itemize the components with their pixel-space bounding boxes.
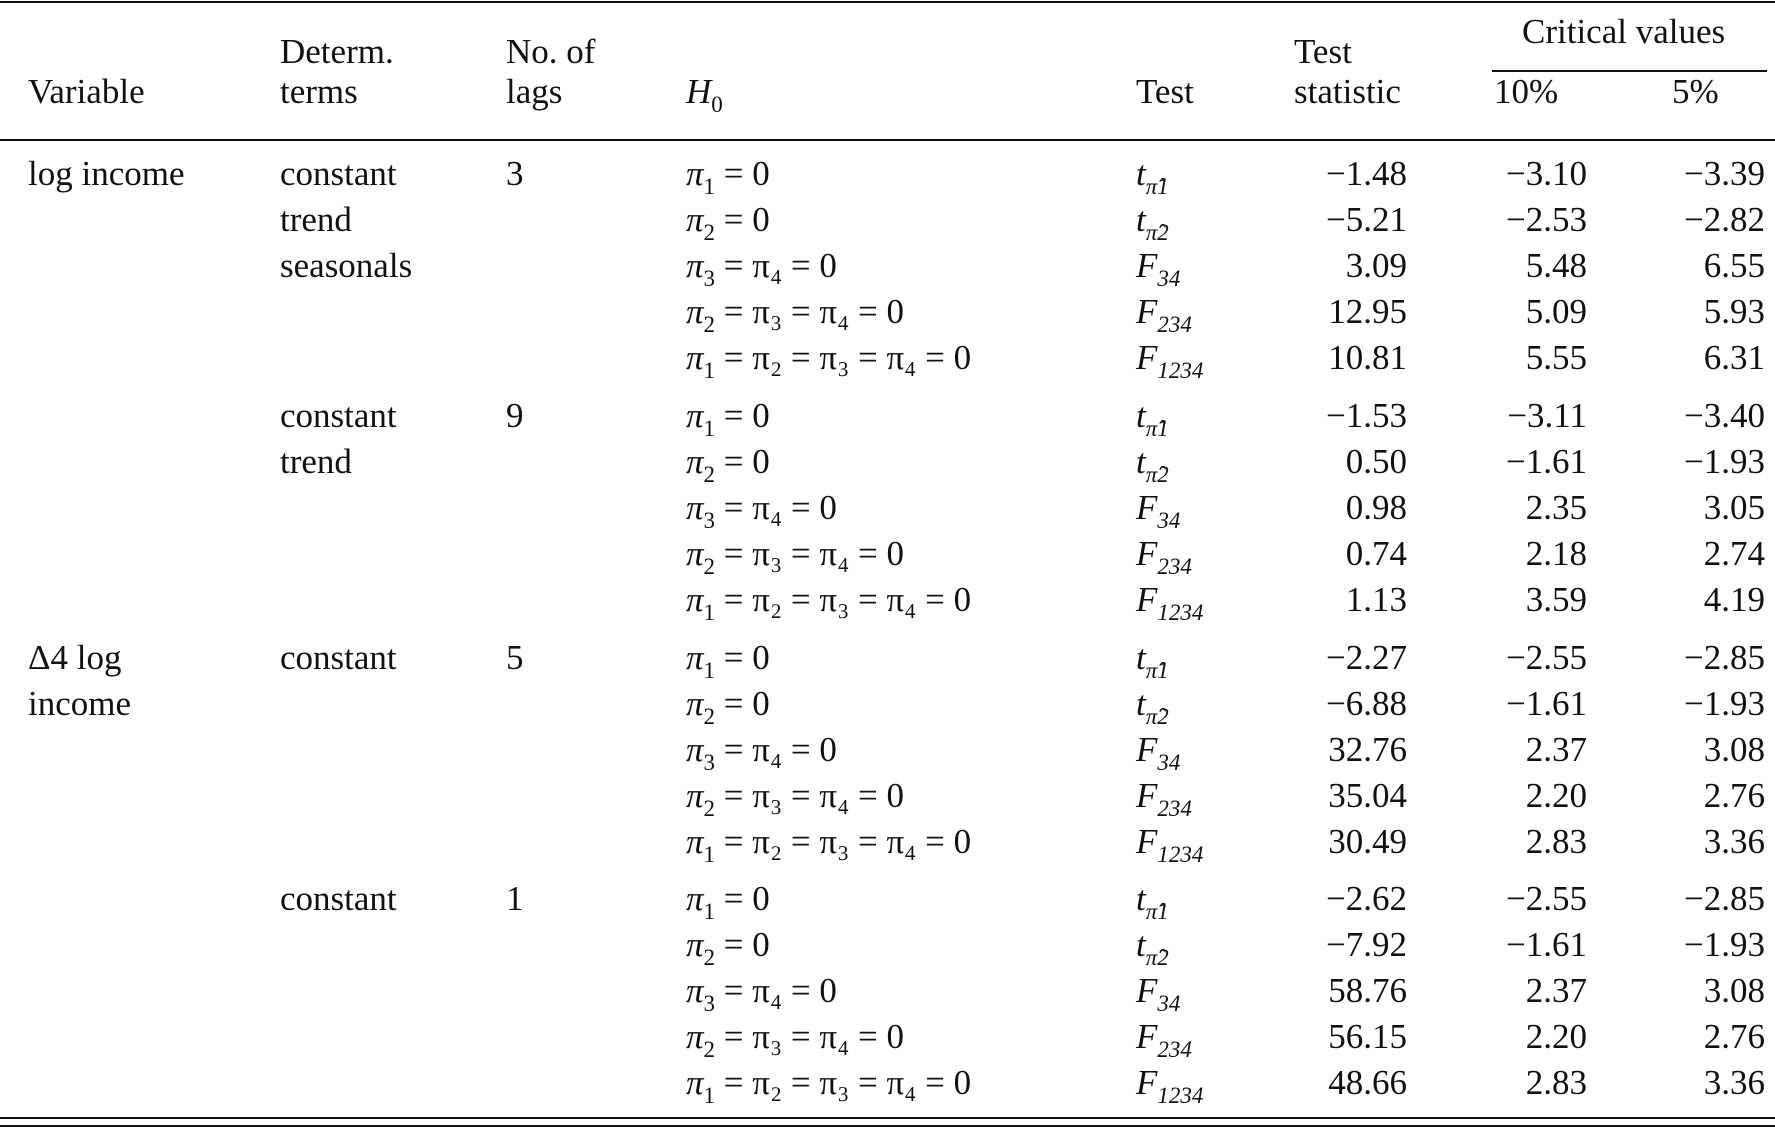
header-determ-line2: terms [280,72,358,111]
test-sub: 1234 [1157,600,1204,625]
hypothesis-pi: π [686,580,704,619]
test-symbol: t [1136,684,1146,723]
test-symbol: F [1136,338,1158,377]
crit10-cell: 2.37 [1525,971,1587,1010]
stat-cell: 35.04 [1328,776,1407,815]
test-symbol: F [1136,580,1158,619]
crit5-cell: −2.85 [1684,638,1765,677]
test-symbol: t [1136,638,1146,677]
hypothesis-sub: 3 [703,266,716,291]
hypothesis-pi: π [686,1063,704,1102]
hypothesis-pi: π [686,292,704,331]
hypothesis-sub: 2 [703,220,716,245]
crit5-cell: 2.76 [1703,1017,1765,1056]
crit5-cell: −1.93 [1684,684,1765,723]
hypothesis-sub: 2 [703,796,716,821]
crit10-cell: 2.20 [1525,1017,1587,1056]
stat-cell: −1.48 [1326,154,1407,193]
hypothesis-pi: π [686,1017,704,1056]
hypothesis-cell [686,338,971,391]
variable-cell: income [28,684,132,723]
stat-cell: 56.15 [1328,1017,1407,1056]
hypothesis-pi: π [686,730,704,769]
stat-cell: 1.13 [1345,580,1407,619]
variable-cell: log income [28,154,185,193]
hypothesis-cell [686,580,971,633]
lags-cell: 3 [506,154,524,193]
lags-cell: 5 [506,638,524,677]
hypothesis-rest: = π₂ = π₃ = π₄ = 0 [715,580,972,619]
header-stat-line2: statistic [1294,72,1401,111]
lags-cell: 9 [506,396,524,435]
test-sub: 1234 [1157,1083,1204,1108]
stat-cell: 12.95 [1328,292,1407,331]
hypothesis-pi: π [686,246,704,285]
header-h0-main: H [686,72,712,111]
hypothesis-pi: π [686,488,704,527]
hypothesis-rest: = π₃ = π₄ = 0 [715,776,905,815]
crit5-cell: 6.31 [1703,338,1765,377]
header-variable: Variable [28,72,145,111]
crit10-cell: −2.55 [1506,638,1587,677]
test-symbol: F [1136,292,1158,331]
crit5-cell: 3.36 [1703,822,1765,861]
hypothesis-rest: = 0 [715,396,770,435]
stat-cell: −2.62 [1326,879,1407,918]
stat-cell: −6.88 [1326,684,1407,723]
test-symbol: t [1136,200,1146,239]
crit5-cell: −1.93 [1684,925,1765,964]
test-sub: 1234 [1157,358,1204,383]
test-symbol: F [1136,730,1158,769]
hypothesis-sub: 1 [703,358,716,383]
crit5-cell: 2.76 [1703,776,1765,815]
test-symbol: F [1136,246,1158,285]
stat-cell: 0.98 [1345,488,1407,527]
test-sub: 34 [1157,508,1181,533]
hypothesis-sub: 1 [703,842,716,867]
test-sub: 34 [1157,750,1181,775]
test-sub: 234 [1157,796,1192,821]
header-rule [0,139,1775,141]
crit10-cell: 5.09 [1525,292,1587,331]
determ-cell: seasonals [280,246,413,285]
test-sub: 34 [1157,266,1181,291]
test-sub: 1234 [1157,842,1204,867]
hypothesis-pi: π [686,338,704,377]
test-sub: 34 [1157,991,1181,1016]
hypothesis-sub: 3 [703,508,716,533]
stat-cell: 0.74 [1345,534,1407,573]
crit10-cell: −2.53 [1506,200,1587,239]
test-symbol: F [1136,776,1158,815]
hypothesis-rest: = π₃ = π₄ = 0 [715,1017,905,1056]
header-lags-line1: No. of [506,32,596,71]
stat-cell: 58.76 [1328,971,1407,1010]
test-sub: π̂1 [1145,174,1169,199]
test-symbol: t [1136,154,1146,193]
crit10-cell: 2.35 [1525,488,1587,527]
header-test: Test [1136,72,1194,111]
header-h0 [686,72,723,125]
crit10-cell: −2.55 [1506,879,1587,918]
crit5-cell: −3.40 [1684,396,1765,435]
bottom-rule-1 [0,1117,1775,1119]
stat-cell: 10.81 [1328,338,1407,377]
determ-cell: trend [280,442,352,481]
header-critical-values: Critical values [1522,12,1726,51]
hypothesis-sub: 3 [703,991,716,1016]
hypothesis-sub: 1 [703,600,716,625]
hypothesis-rest: = 0 [715,200,770,239]
crit10-cell: 2.83 [1525,822,1587,861]
test-sub: 234 [1157,312,1192,337]
test-sub: π̂2 [1145,945,1169,970]
top-rule [0,1,1775,3]
hypothesis-sub: 2 [703,704,716,729]
crit5-cell: 6.55 [1703,246,1765,285]
hypothesis-rest: = 0 [715,154,770,193]
stat-cell: 32.76 [1328,730,1407,769]
hypothesis-pi: π [686,684,704,723]
stat-cell: 30.49 [1328,822,1407,861]
hypothesis-rest: = π₄ = 0 [715,730,837,769]
header-crit-10: 10% [1494,72,1559,111]
stat-cell: −1.53 [1326,396,1407,435]
hypothesis-sub: 2 [703,1037,716,1062]
test-symbol: t [1136,925,1146,964]
crit10-cell: −1.61 [1506,925,1587,964]
crit5-cell: 4.19 [1703,580,1765,619]
determ-cell: constant [280,638,397,677]
hypothesis-pi: π [686,638,704,677]
crit10-cell: −3.11 [1507,396,1587,435]
crit10-cell: −3.10 [1506,154,1587,193]
hypothesis-rest: = 0 [715,442,770,481]
hypothesis-sub: 2 [703,945,716,970]
hypothesis-sub: 1 [703,658,716,683]
hypothesis-pi: π [686,154,704,193]
hypothesis-rest: = π₂ = π₃ = π₄ = 0 [715,822,972,861]
stat-cell: −2.27 [1326,638,1407,677]
hypothesis-sub: 1 [703,899,716,924]
hypothesis-sub: 3 [703,750,716,775]
test-cell [1136,580,1203,633]
crit10-cell: −1.61 [1506,442,1587,481]
test-sub: π̂1 [1145,658,1169,683]
test-sub: π̂1 [1145,899,1169,924]
hypothesis-rest: = π₂ = π₃ = π₄ = 0 [715,1063,972,1102]
test-symbol: F [1136,1063,1158,1102]
test-symbol: t [1136,442,1146,481]
crit10-cell: 2.20 [1525,776,1587,815]
crit10-cell: 5.48 [1525,246,1587,285]
hypothesis-pi: π [686,442,704,481]
test-sub: π̂1 [1145,416,1169,441]
determ-cell: trend [280,200,352,239]
determ-cell: constant [280,396,397,435]
test-sub: 234 [1157,1037,1192,1062]
header-stat-line1: Test [1294,32,1352,71]
header-determ-line1: Determ. [280,32,394,71]
test-symbol: F [1136,971,1158,1010]
hypothesis-rest: = 0 [715,925,770,964]
crit10-cell: −1.61 [1506,684,1587,723]
crit5-cell: 3.36 [1703,1063,1765,1102]
test-sub: π̂2 [1145,704,1169,729]
crit10-cell: 5.55 [1525,338,1587,377]
hypothesis-pi: π [686,822,704,861]
hypothesis-rest: = 0 [715,879,770,918]
hypothesis-pi: π [686,879,704,918]
test-symbol: F [1136,488,1158,527]
determ-cell: constant [280,879,397,918]
crit10-cell: 3.59 [1525,580,1587,619]
crit5-cell: −1.93 [1684,442,1765,481]
stat-cell: 0.50 [1345,442,1407,481]
hypothesis-pi: π [686,534,704,573]
hypothesis-sub: 2 [703,554,716,579]
test-sub: π̂2 [1145,462,1169,487]
hypothesis-pi: π [686,925,704,964]
header-lags-line2: lags [506,72,563,111]
hypothesis-sub: 2 [703,312,716,337]
crit5-cell: −2.82 [1684,200,1765,239]
test-symbol: t [1136,879,1146,918]
crit10-cell: 2.37 [1525,730,1587,769]
crit5-cell: 5.93 [1703,292,1765,331]
determ-cell: constant [280,154,397,193]
stat-cell: 3.09 [1345,246,1407,285]
hypothesis-rest: = π₄ = 0 [715,488,837,527]
test-symbol: F [1136,1017,1158,1056]
stat-cell: 48.66 [1328,1063,1407,1102]
crit5-cell: −2.85 [1684,879,1765,918]
hypothesis-rest: = 0 [715,684,770,723]
stat-cell: −5.21 [1326,200,1407,239]
crit5-cell: 2.74 [1703,534,1765,573]
hypothesis-rest: = π₄ = 0 [715,246,837,285]
hypothesis-pi: π [686,776,704,815]
hypothesis-sub: 1 [703,174,716,199]
test-sub: π̂2 [1145,220,1169,245]
test-symbol: F [1136,822,1158,861]
test-cell [1136,1063,1203,1116]
crit5-cell: 3.05 [1703,488,1765,527]
crit5-cell: 3.08 [1703,971,1765,1010]
test-symbol: t [1136,396,1146,435]
test-sub: 234 [1157,554,1192,579]
hypothesis-rest: = π₂ = π₃ = π₄ = 0 [715,338,972,377]
crit5-cell: 3.08 [1703,730,1765,769]
hypothesis-sub: 2 [703,462,716,487]
test-cell [1136,822,1203,875]
header-crit-5: 5% [1672,72,1719,111]
test-cell [1136,338,1203,391]
crit10-cell: 2.83 [1525,1063,1587,1102]
header-h0-sub: 0 [711,92,723,117]
hypothesis-cell [686,822,971,875]
crit5-cell: −3.39 [1684,154,1765,193]
lags-cell: 1 [506,879,524,918]
hypothesis-rest: = π₃ = π₄ = 0 [715,292,905,331]
test-symbol: F [1136,534,1158,573]
hypothesis-pi: π [686,200,704,239]
crit10-cell: 2.18 [1525,534,1587,573]
hypothesis-rest: = π₃ = π₄ = 0 [715,534,905,573]
variable-cell: Δ4 log [28,638,122,677]
stat-cell: −7.92 [1326,925,1407,964]
hypothesis-sub: 1 [703,1083,716,1108]
hypothesis-pi: π [686,971,704,1010]
hypothesis-pi: π [686,396,704,435]
hypothesis-rest: = 0 [715,638,770,677]
hypothesis-cell [686,1063,971,1116]
hypothesis-rest: = π₄ = 0 [715,971,837,1010]
hypothesis-sub: 1 [703,416,716,441]
